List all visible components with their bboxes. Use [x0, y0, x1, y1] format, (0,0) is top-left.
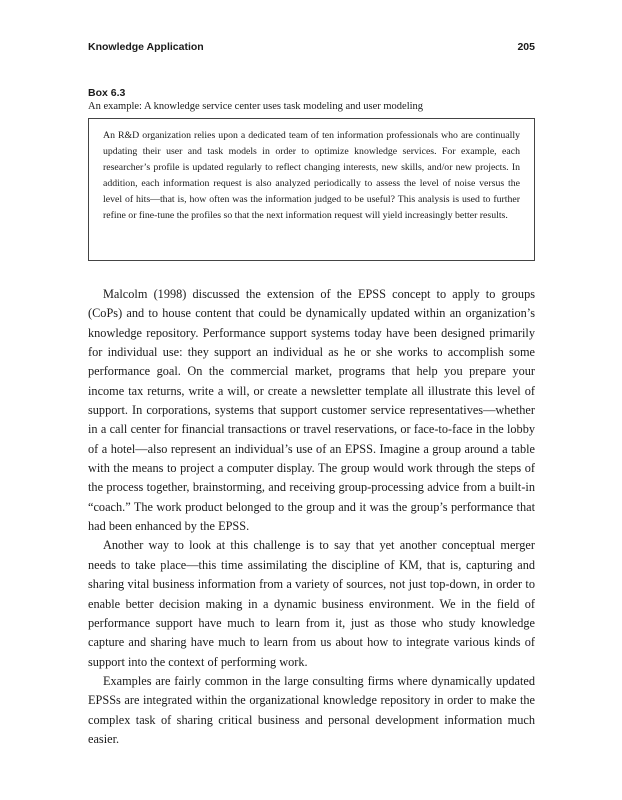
box-label: Box 6.3 — [88, 87, 126, 99]
paragraph: Examples are fairly common in the large consulting firms where dynamically updated EPSSs are integrated within the organizational knowledge repository in order to make the complex task of sharing critical business and personal development information much easier. — [88, 673, 535, 746]
example-box — [88, 118, 535, 261]
paragraph: Another way to look at this challenge is to say that yet another conceptual merger needs to take place—this time assimilating the discipline of KM, that is, capturing and sharing vital business information from a variety of sources, not just top-down, in order to enable better decision making in a dynamic business environment. We in the field of performance support have much to learn from it, just as those who study knowledge capture and sharing have much to learn from us about how to integrate various kinds of support into the context of performing work. — [88, 538, 535, 669]
paragraph: Malcolm (1998) discussed the extension of the EPSS concept to apply to groups (CoPs) and to house content that could be dynamically updated within an organization’s knowledge repository. Performance support systems today have been designed primarily for individual use: they support an individual as he or she works to accomplish some performance goal. On the commercial market, programs that help you prepare your income tax returns, write a will, or create a newsletter template all illustrate this level of support. In corporations, systems that support customer service representatives—whether in a call center for financial transactions or travel reservations, or face-to-face in the lobby of a hotel—also represent an individual’s use of an EPSS. Imagine a group around a table with the means to project a computer display. The group would work through the steps of the process together, brainstorming, and receiving group-processing advice from a built-in “coach.” The work product belonged to the group and it was the group’s performance that had been enhanced by the EPSS. — [88, 287, 535, 534]
running-header — [88, 41, 535, 57]
box-caption: An example: A knowledge service center uses task modeling and user modeling — [88, 101, 424, 112]
box-text: An R&D organization relies upon a dedicated team of ten information professionals who are continually updating their user and task models in order to optimize knowledge services. For example, each researcher’s profile is updated regularly to reflect changing interests, new skills, and/or new projects. In addition, each information request is also analyzed periodically to assess the level of noise versus the level of hits—that is, how often was the information judged to be useful? This analysis is used to further refine or fine-tune the profiles so that the next information request will yield increasingly better results. — [103, 130, 520, 221]
section-title: Knowledge Application — [88, 41, 204, 53]
page-number: 205 — [517, 41, 535, 53]
body-text — [88, 285, 535, 749]
